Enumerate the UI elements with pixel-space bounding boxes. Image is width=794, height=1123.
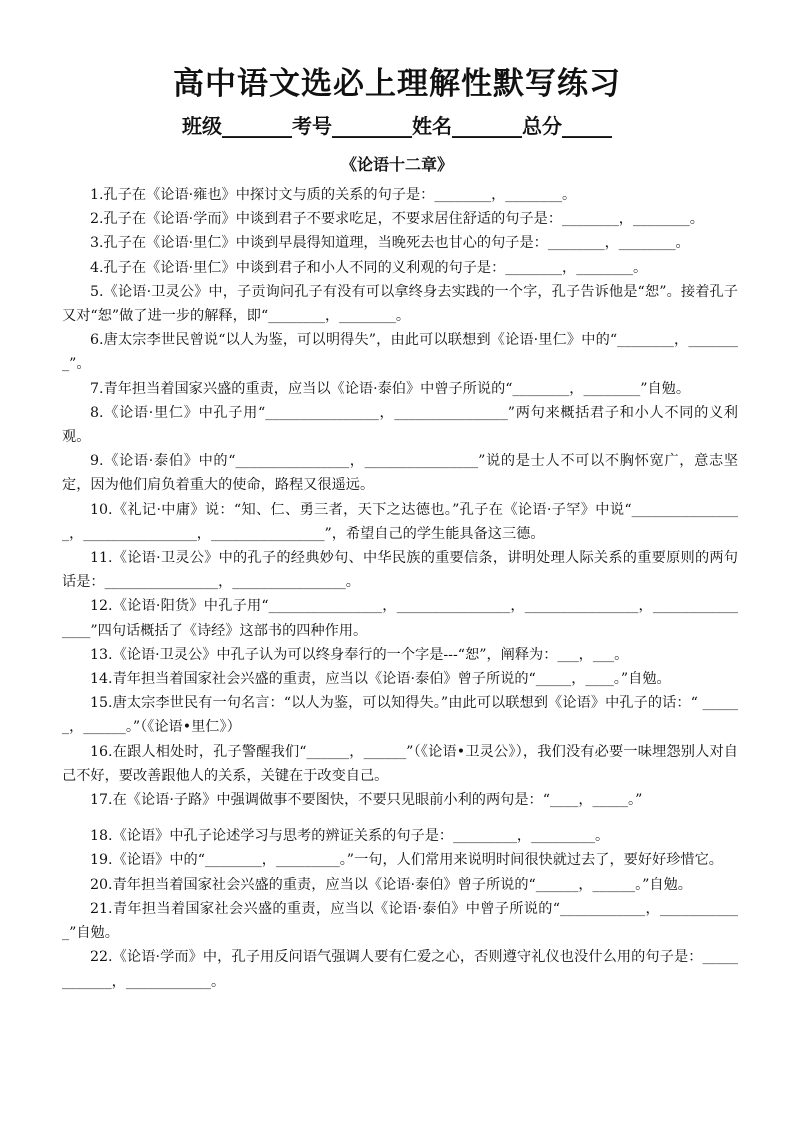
- total-score-blank: _____: [562, 114, 612, 138]
- question-item: 15.唐太宗李世民有一句名言：“以人为鉴，可以知得失。”由此可以联想到《论语》中孔子的话：“ ______，______。”（《论语•里仁》）: [62, 695, 738, 736]
- student-info-line: [0, 110, 794, 139]
- question-item: 17.在《论语·子路》中强调做事不要图快，不要只见眼前小利的两句是：“____，_____。”: [90, 792, 643, 809]
- question-item: 8.《论语·里仁》中孔子用“________________，________________”两句来概括君子和小人不同的义利观。: [62, 404, 738, 446]
- question-item: 14.青年担当着国家社会兴盛的重责，应当以《论语·泰伯》曾子所说的“_____，____。”自勉。: [90, 671, 671, 688]
- question-item: 22.《论语·学而》中，孔子用反问语气强调人要有仁爱之心，否则遵守礼仪也没什么用的句子是：____________，____________。: [62, 949, 738, 990]
- question-item: 1.孔子在《论语·雍也》中探讨文与质的关系的句子是：________，________。: [90, 187, 577, 203]
- exam-number-blank: ________: [332, 114, 412, 138]
- question-item: 3.孔子在《论语·里仁》中谈到早晨得知道理，当晚死去也甘心的句子是：________，________。: [90, 235, 690, 252]
- question-item: 6.唐太宗李世民曾说“以人为鉴，可以明得失”，由此可以联想到《论语·里仁》中的“________，________”。: [62, 332, 738, 373]
- question-item: 11.《论语·卫灵公》中的孔子的经典妙句、中华民族的重要信条，讲明处理人际关系的重要原则的两句话是：________________，________________。: [62, 550, 738, 591]
- question-item: 4.孔子在《论语·里仁》中谈到君子和小人不同的义利观的句子是：________，________。: [90, 259, 648, 276]
- question-item: 7.青年担当着国家兴盛的重责，应当以《论语·泰伯》中曾子所说的“________，________”自勉。: [90, 380, 691, 397]
- question-item: 5.《论语·卫灵公》中，子贡询问孔子有没有可以拿终身去实践的一个字，孔子告诉他是“恕”。接着孔子又对“恕”做了进一步的解释，即“________，________。: [62, 283, 738, 325]
- section-title: 《论语十二章》: [340, 155, 453, 174]
- name-label: 姓名: [412, 114, 452, 138]
- class-label: 班级: [182, 114, 222, 138]
- question-item: 18.《论语》中孔子论述学习与思考的辨证关系的句子是：_________，_________。: [90, 828, 610, 845]
- class-blank: _______: [222, 114, 292, 138]
- question-item: 20.青年担当着国家社会兴盛的重责，应当以《论语·泰伯》曾子所说的“______，______。”自勉。: [90, 876, 692, 893]
- question-item: 16.在跟人相处时，孔子警醒我们“______，______”（《论语•卫灵公》），我们没有必要一味埋怨别人对自己不好，要改善跟他人的关系，关键在于改变自己。: [62, 743, 738, 784]
- question-item: 2.孔子在《论语·学而》中谈到君子不要求吃足，不要求居住舒适的句子是：________，________。: [90, 211, 704, 228]
- question-item: 13.《论语·卫灵公》中孔子认为可以终身奉行的一个字是---“恕”，阐释为：___，___。: [90, 646, 629, 663]
- exam-number-label: 考号: [292, 114, 332, 138]
- page-title: 高中语文选必上理解性默写练习: [173, 66, 621, 102]
- total-score-label: 总分: [522, 114, 562, 138]
- question-item: 10.《礼记·中庸》说：“知、仁、勇三者，天下之达德也。”孔子在《论语·子罕》中说“________________，________________，________________”，希望自己的学生能具备这三德。: [62, 501, 738, 542]
- question-item: 19.《论语》中的“________，_________。”一句，人们常用来说明时间很快就过去了，要好好珍惜它。: [90, 852, 723, 869]
- question-item: 9.《论语·泰伯》中的“________________，________________”说的是士人不可以不胸怀宽广，意志坚定，因为他们肩负着重大的使命，路程又很遥远。: [62, 453, 738, 494]
- question-list: [62, 183, 738, 994]
- question-item: 12.《论语·阳货》中孔子用“________________，________________，________________，________________”四句话概括了《诗经》这部书的四种作用。: [62, 598, 738, 639]
- question-item: 21.青年担当着国家社会兴盛的重责，应当以《论语·泰伯》中曾子所说的“____________，____________”自勉。: [62, 900, 738, 942]
- name-blank: _______: [452, 114, 522, 138]
